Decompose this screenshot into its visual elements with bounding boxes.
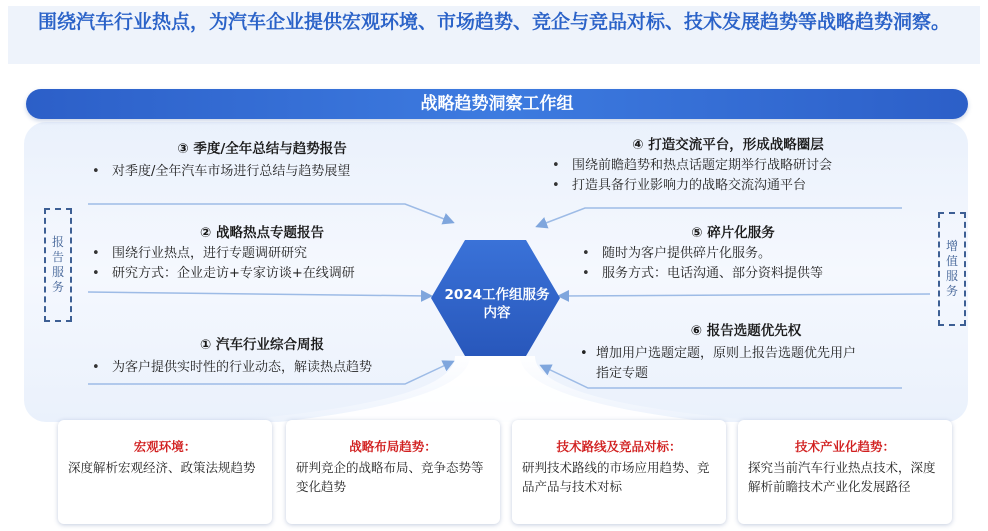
section-weekly-report bbox=[88, 336, 436, 378]
arrow-left-top bbox=[88, 204, 452, 222]
side-char: 务 bbox=[945, 284, 958, 298]
bullet-line: 增加用户选题定题，原则上报告选题优先用户 bbox=[596, 346, 857, 361]
card-description: 深度解析宏观经济、政策法规趋势 bbox=[68, 460, 256, 475]
card-title: 宏观环境： bbox=[133, 439, 197, 454]
section-title: ③ 季度/全年总结与趋势报告 bbox=[177, 141, 347, 157]
bullet-line: 指定专题 bbox=[596, 366, 649, 381]
card-tech-industrialization bbox=[738, 420, 952, 524]
section-title: ⑥ 报告选题优先权 bbox=[690, 323, 802, 339]
side-char: 服 bbox=[945, 269, 958, 283]
section-bullet: • 对季度/全年汽车市场进行总结与趋势展望 bbox=[88, 162, 436, 182]
page-header-title: 围绕汽车行业热点，为汽车企业提供宏观环境、市场趋势、竞企与竞品对标、技术发展趋势等战略趋势洞察。 bbox=[8, 6, 980, 64]
arrow-left-mid bbox=[88, 292, 430, 296]
section-fragmented-service bbox=[558, 224, 908, 284]
side-char: 值 bbox=[945, 254, 958, 268]
side-char: 报 bbox=[51, 235, 64, 249]
section-bullet: • 服务方式：电话沟通、部分资料提供等 bbox=[558, 264, 908, 284]
section-bullet: • 为客户提供实时性的行业动态，解读热点趋势 bbox=[88, 358, 436, 378]
section-title: ② 战略热点专题报告 bbox=[199, 225, 325, 241]
section-bullet: • 研究方式：企业走访+专家访谈+在线调研 bbox=[88, 264, 436, 284]
side-box-report-service bbox=[44, 208, 72, 322]
side-char: 服 bbox=[51, 265, 64, 279]
section-bullet: • 围绕前瞻趋势和热点话题定期举行战略研讨会 bbox=[548, 156, 908, 176]
side-char: 务 bbox=[51, 280, 64, 294]
section-title: ① 汽车行业综合周报 bbox=[199, 337, 325, 353]
card-description: 研判竞企的战略布局、竞争态势等变化趋势 bbox=[296, 460, 484, 494]
section-bullet: • 打造具备行业影响力的战略交流沟通平台 bbox=[548, 176, 908, 196]
section-topic-priority bbox=[576, 322, 916, 384]
center-label-line1: 2024工作组服务 bbox=[444, 287, 550, 303]
section-title: ④ 打造交流平台，形成战略圈层 bbox=[632, 137, 824, 153]
center-hexagon-label bbox=[430, 286, 564, 322]
card-description: 研判技术路线的市场应用趋势、竞品产品与技术对标 bbox=[522, 460, 710, 494]
arrow-right-mid bbox=[560, 294, 930, 296]
section-bullet-wrapped bbox=[576, 344, 916, 384]
section-bullet: • 随时为客户提供碎片化服务。 bbox=[558, 244, 908, 264]
card-description: 探究当前汽车行业热点技术，深度解析前瞻技术产业化发展路径 bbox=[748, 460, 936, 494]
section-bullet: • 围绕行业热点，进行专题调研研究 bbox=[88, 244, 436, 264]
bullet-dot: • bbox=[580, 346, 588, 361]
section-exchange-platform bbox=[548, 136, 908, 196]
card-title: 技术产业化趋势： bbox=[794, 439, 895, 454]
card-title: 战略布局趋势： bbox=[349, 439, 437, 454]
card-tech-route-benchmark bbox=[512, 420, 726, 524]
card-macro-environment bbox=[58, 420, 272, 524]
side-char: 增 bbox=[945, 239, 958, 253]
side-box-value-added-service bbox=[938, 212, 966, 326]
section-hotspot-report bbox=[88, 224, 436, 284]
section-quarterly-report bbox=[88, 140, 436, 182]
workgroup-banner: 战略趋势洞察工作组 bbox=[26, 89, 968, 119]
card-strategic-layout bbox=[286, 420, 500, 524]
section-title: ⑤ 碎片化服务 bbox=[691, 225, 775, 241]
card-title: 技术路线及竞品对标： bbox=[556, 439, 682, 454]
side-char: 告 bbox=[51, 250, 64, 264]
center-label-line2: 内容 bbox=[483, 305, 511, 321]
